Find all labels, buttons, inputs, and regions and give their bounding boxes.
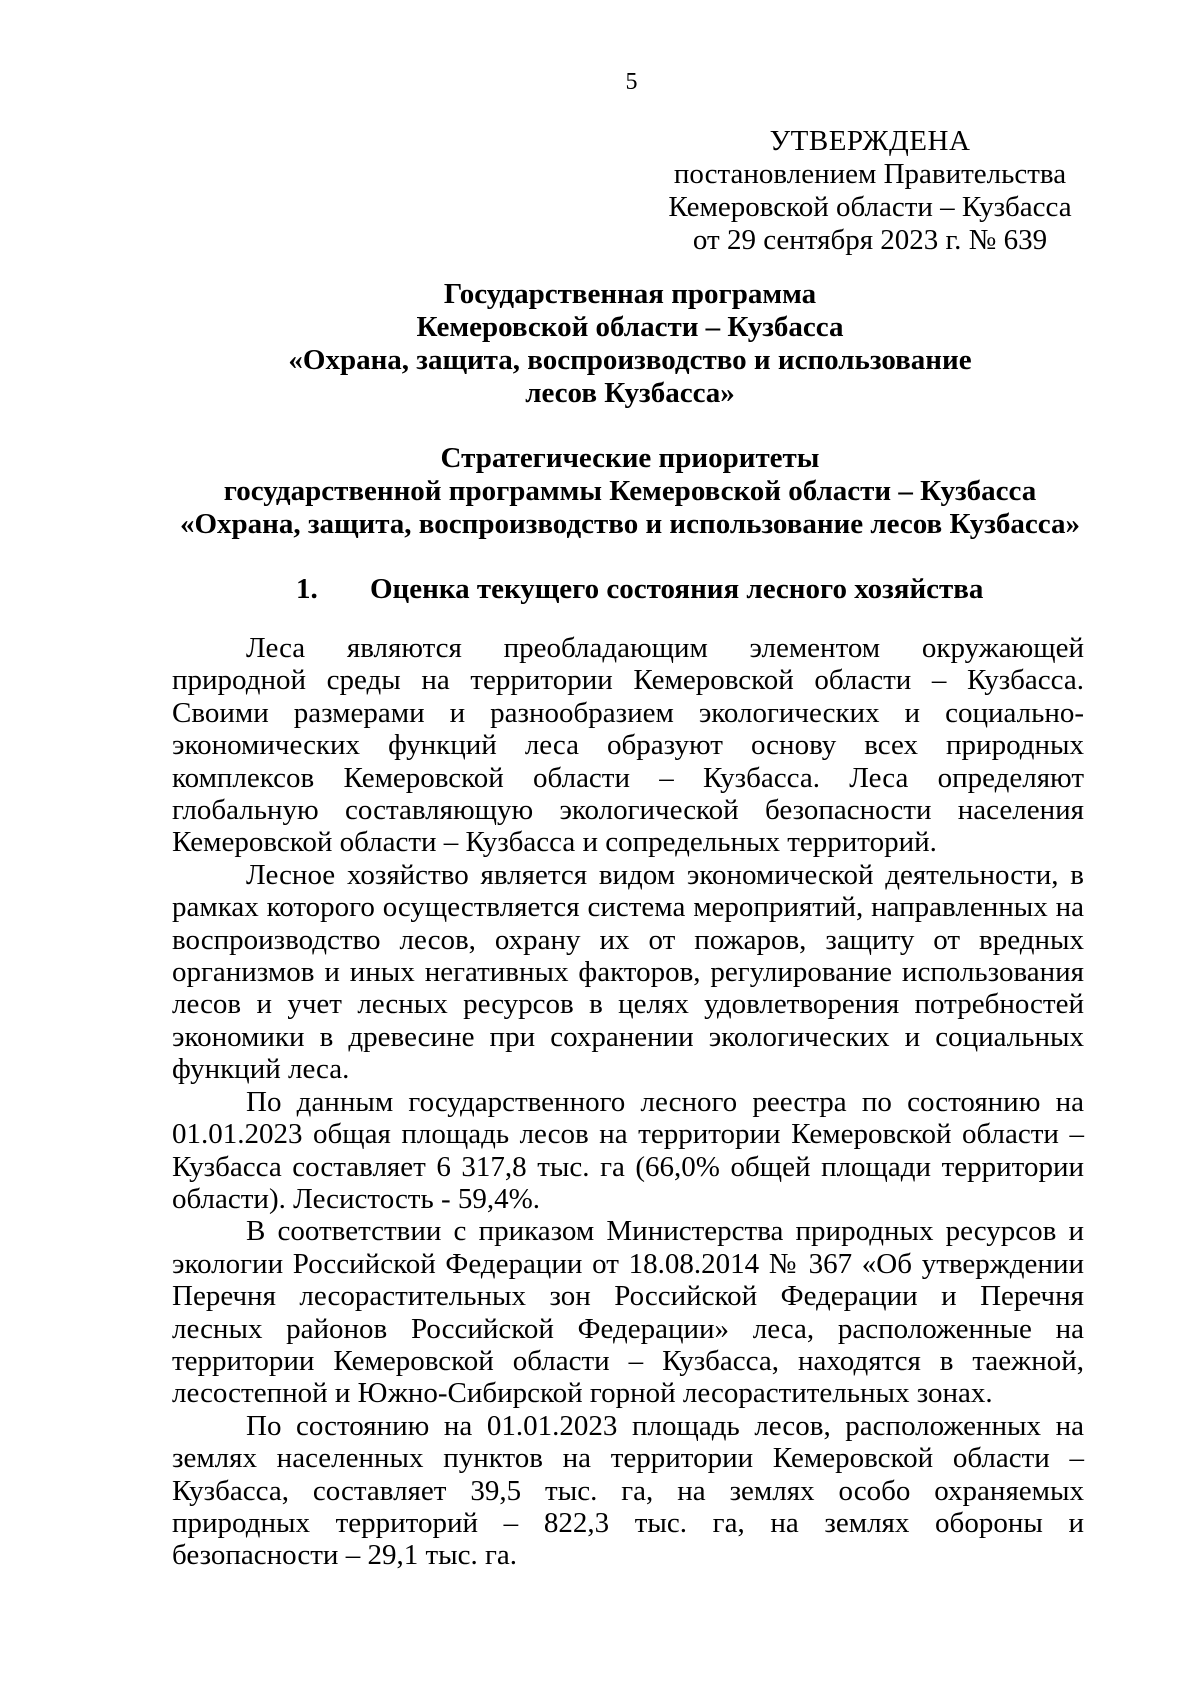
program-title-line: лесов Кузбасса» [525,377,735,409]
priorities-title-line: государственной программы Кемеровской области – Кузбасса [223,475,1037,507]
paragraph: Лесное хозяйство является видом экономической деятельности, в рамках которого осуществляется система мероприятий, направленных на воспроизводство лесов, охрану их от пожаров, защиту от вредных организмов и иных негативных факторов, регулирование использования лесов и учет лесных ресурсов в целях удовлетворения потребностей экономики в древесине при сохранении экологических и социальных функций леса. [172,858,1084,1086]
approval-line: Кемеровской области – Кузбасса [668,191,1072,223]
program-title-line: Кемеровской области – Кузбасса [416,311,844,343]
program-title-line: Государственная программа [443,278,817,310]
section-number: 1. [296,573,318,605]
paragraph: По состоянию на 01.01.2023 площадь лесов, расположенных на землях населенных пунктов на территории Кемеровской области – Кузбасса, составляет 39,5 тыс. га, на землях особо охраняемых природных территорий – 822,3 тыс. га, на землях обороны и безопасности – 29,1 тыс. га. [172,1409,1084,1572]
program-title [170,278,1090,410]
paragraph: Леса являются преобладающим элементом окружающей природной среды на территории Кемеровской области – Кузбасса. Своими размерами и разнообразием экологических и социально-экономических функций леса образуют основу всех природных комплексов Кемеровской области – Кузбасса. Леса определяют глобальную составляющую экологической безопасности населения Кемеровской области – Кузбасса и сопредельных территорий. [172,632,1084,859]
paragraph: В соответствии с приказом Министерства природных ресурсов и экологии Российской Федерации от 18.08.2014 № 367 «Об утверждении Перечня лесорастительных зон Российской Федерации и Перечня лесных районов Российской Федерации» леса, расположенные на территории Кемеровской области – Кузбасса, находятся в таежной, лесостепной и Южно-Сибирской горной лесорастительных зонах. [172,1215,1084,1410]
approval-date-line: от 29 сентября 2023 г. № 639 [692,224,1048,256]
priorities-title [170,442,1090,541]
body-text [172,632,1084,1572]
approval-line: постановлением Правительства [673,158,1067,190]
page-number: 5 [625,69,638,95]
approval-title: УТВЕРЖДЕНА [769,125,971,157]
priorities-title-line: Стратегические приоритеты [440,442,820,474]
program-title-line: «Охрана, защита, воспроизводство и использование [288,344,972,376]
priorities-title-line: «Охрана, защита, воспроизводство и использование лесов Кузбасса» [179,508,1081,540]
approval-stamp [660,125,1080,257]
section-title: Оценка текущего состояния лесного хозяйства [370,573,984,605]
paragraph: По данным государственного лесного реестра по состоянию на 01.01.2023 общая площадь лесов на территории Кемеровской области – Кузбасса составляет 6 317,8 тыс. га (66,0% общей площади территории области). Лесистость - 59,4%. [172,1085,1084,1215]
